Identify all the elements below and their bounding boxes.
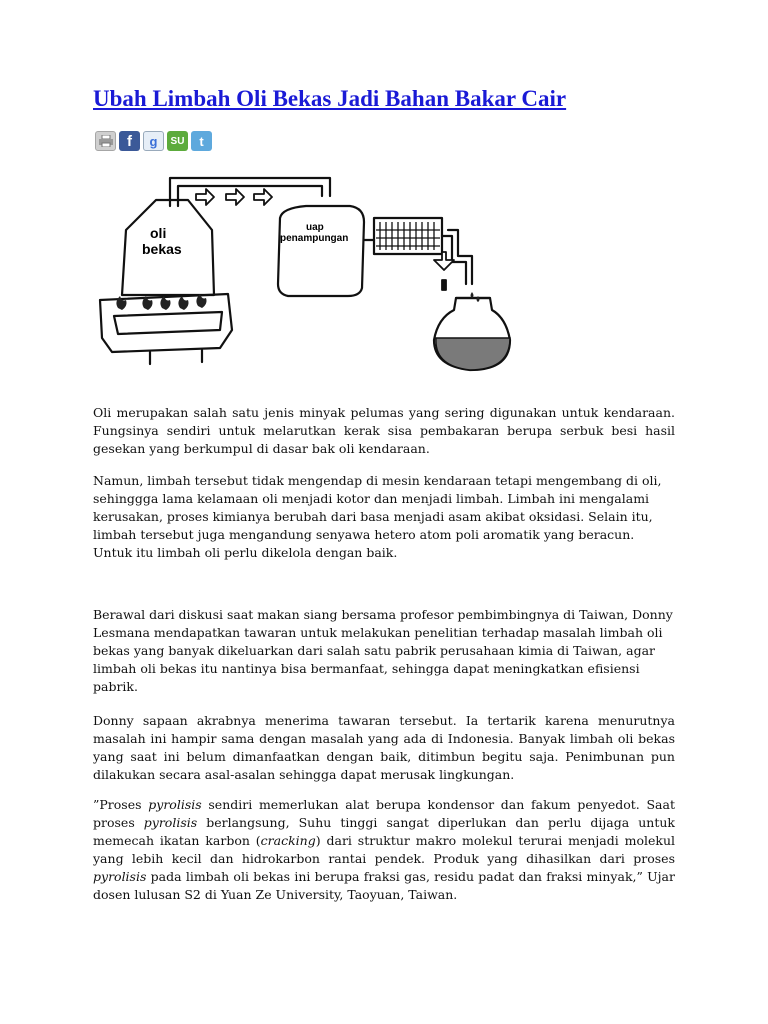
google-icon[interactable]: g bbox=[143, 131, 164, 151]
paragraph-2: Namun, limbah tersebut tidak mengendap di mesin kendaraan tetapi mengembang di oli, sehinggga lama kelamaan oli menjadi kotor dan menjadi limbah. Limbah ini mengalami kerusakan, proses kimianya berubah dari basa menjadi asam akibat oksidasi. Selain itu, limbah tersebut juga mengandung senyawa hetero atom poli aromatik yang beracun. Untuk itu limbah oli perlu dikelola dengan baik. bbox=[93, 473, 662, 560]
paragraph-5-text: ) dari struktur makro molekul terurai menjadi molekul yang lebih kecil dan hidrokarbon rantai pendek. Produk yang dihasilkan dari proses bbox=[93, 833, 675, 866]
condenser bbox=[374, 218, 442, 254]
twitter-icon[interactable]: t bbox=[191, 131, 212, 151]
paragraph-1: Oli merupakan salah satu jenis minyak pelumas yang sering digunakan untuk kendaraan. Fungsinya sendiri untuk melarutkan kerak sisa pembakaran berupa serbuk besi hasil gesekan yang berkumpul di dasar bak oli kendaraan. bbox=[93, 405, 675, 456]
print-icon[interactable] bbox=[95, 131, 116, 151]
stumbleupon-icon[interactable]: SU bbox=[167, 131, 188, 151]
emphasis-term: pyrolisis bbox=[93, 869, 147, 884]
label-uap: uap bbox=[306, 222, 324, 233]
paragraph-5 bbox=[93, 796, 675, 904]
pyrolysis-diagram bbox=[92, 170, 692, 392]
label-penampungan: penampungan bbox=[280, 233, 349, 244]
emphasis-term: cracking bbox=[260, 833, 316, 848]
label-bekas: bekas bbox=[142, 241, 182, 257]
emphasis-term: pyrolisis bbox=[148, 797, 202, 812]
paragraph-4: Donny sapaan akrabnya menerima tawaran tersebut. Ia tertarik karena menurutnya masalah ini hampir sama dengan masalah yang ada di Indonesia. Banyak limbah oli bekas yang saat ini belum dimanfaatkan dengan baik, ditimbun begitu saja. Penimbunan pun dilakukan secara asal-asalan sehingga dapat merusak lingkungan. bbox=[93, 713, 675, 782]
emphasis-term: pyrolisis bbox=[143, 815, 198, 830]
paragraph-5-text: sendiri memerlukan alat berupa kondensor dan fakum penyedot. Saat proses bbox=[93, 797, 675, 830]
paragraph-5-text: ”Proses bbox=[93, 797, 149, 812]
arrow-icon bbox=[254, 189, 272, 205]
arrow-icon bbox=[196, 189, 214, 205]
vapor-storage bbox=[278, 206, 364, 296]
share-bar bbox=[95, 131, 212, 151]
facebook-icon[interactable]: f bbox=[119, 131, 140, 151]
paragraph-3: Berawal dari diskusi saat makan siang bersama profesor pembimbingnya di Taiwan, Donny Lesmana mendapatkan tawaran untuk melakukan penelitian terhadap masalah limbah oli bekas yang banyak dikeluarkan dari salah satu pabrik perusahaan kimia di Taiwan, agar limbah oli bekas itu nantinya bisa bermanfaat, sehingga dapat meningkatkan efisiensi pabrik. bbox=[93, 607, 673, 694]
arrow-icon bbox=[226, 189, 244, 205]
article-title[interactable]: Ubah Limbah Oli Bekas Jadi Bahan Bakar Cair bbox=[93, 86, 567, 111]
paragraph-5-text: pada limbah oli bekas ini berupa fraksi gas, residu padat dan fraksi minyak,” Ujar dosen lulusan S2 di Yuan Ze University, Taoyuan, Taiwan. bbox=[93, 869, 675, 902]
paragraph-5-text: berlangsung, Suhu tinggi sangat diperlukan dan perlu dijaga untuk memecah ikatan karbon ( bbox=[93, 815, 675, 848]
label-oli: oli bbox=[150, 225, 167, 241]
